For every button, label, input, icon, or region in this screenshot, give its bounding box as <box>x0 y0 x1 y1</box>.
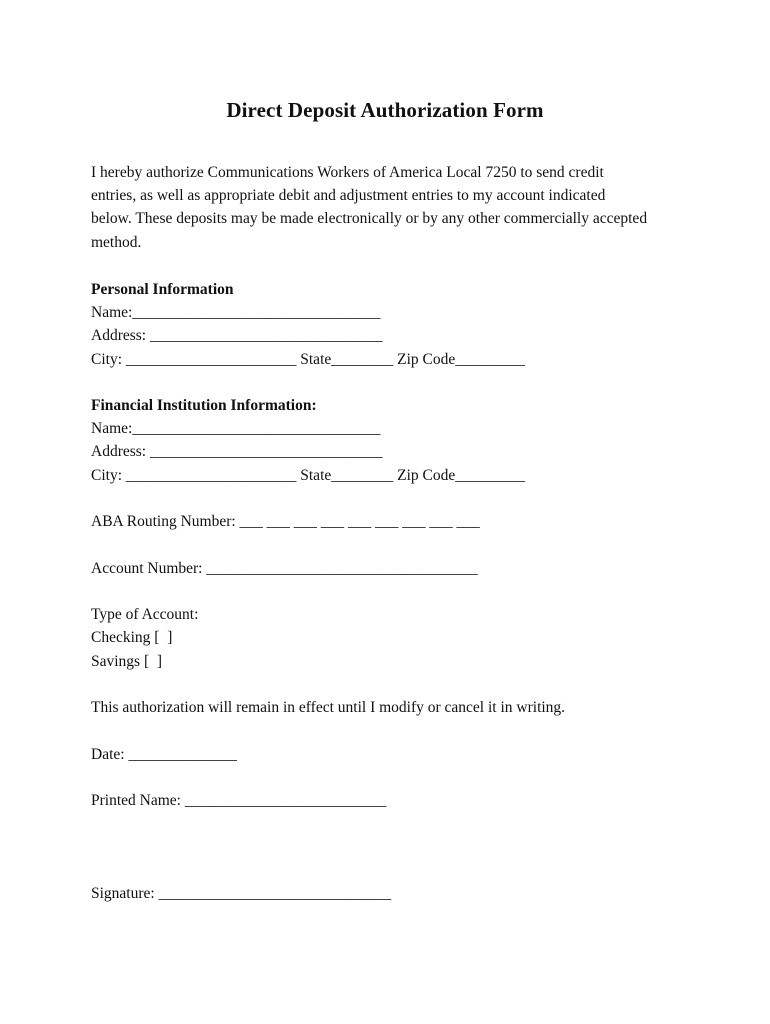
date-field[interactable]: Date: ______________ <box>91 746 237 763</box>
financial-info-heading: Financial Institution Information: <box>91 397 317 414</box>
printed-name-field[interactable]: Printed Name: __________________________ <box>91 792 387 809</box>
savings-checkbox[interactable]: Savings [ ] <box>91 653 163 670</box>
account-number-field[interactable]: Account Number: ___________________________________ <box>91 560 478 577</box>
aba-routing-field[interactable]: ABA Routing Number: ___ ___ ___ ___ ___ ___ ___ ___ ___ <box>91 513 480 530</box>
intro-line: entries, as well as appropriate debit and adjustment entries to my account indicated <box>91 187 606 205</box>
personal-address-field[interactable]: Address: ______________________________ <box>91 327 383 344</box>
intro-line: method. <box>91 233 142 251</box>
personal-name-field[interactable]: Name:________________________________ <box>91 304 381 321</box>
financial-name-field[interactable]: Name:________________________________ <box>91 420 381 437</box>
signature-field[interactable]: Signature: ______________________________ <box>91 885 392 902</box>
personal-info-heading: Personal Information <box>91 281 234 298</box>
authorization-note: This authorization will remain in effect until I modify or cancel it in writing. <box>91 699 566 716</box>
intro-line: below. These deposits may be made electronically or by any other commercially accepted <box>91 210 648 228</box>
page-title: Direct Deposit Authorization Form <box>226 98 544 122</box>
intro-line: I hereby authorize Communications Workers of America Local 7250 to send credit <box>91 164 604 181</box>
checking-checkbox[interactable]: Checking [ ] <box>91 629 173 646</box>
financial-address-field[interactable]: Address: ______________________________ <box>91 443 383 460</box>
personal-city-state-zip-field[interactable]: City: ______________________ State________ Zip Code_________ <box>91 351 525 368</box>
financial-city-state-zip-field[interactable]: City: ______________________ State________ Zip Code_________ <box>91 467 525 484</box>
account-type-label: Type of Account: <box>91 606 199 623</box>
intro-paragraph <box>91 161 691 254</box>
